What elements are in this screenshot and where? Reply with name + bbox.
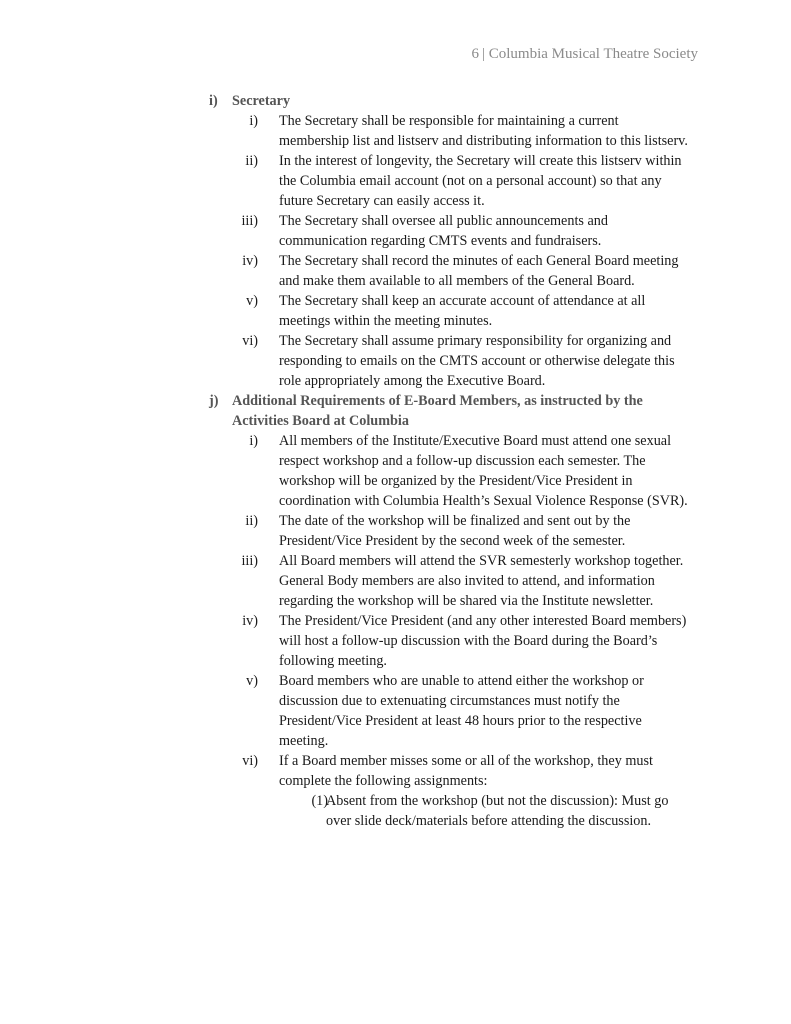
- page-header: [471, 46, 698, 63]
- section-marker: j): [209, 393, 219, 409]
- list-item: [242, 751, 692, 831]
- page-number: 6: [471, 46, 479, 62]
- item-text: The Secretary shall be responsible for maintaining a current membership list and listserv and distributing information to this listserv.: [279, 113, 688, 149]
- item-marker: v): [246, 293, 258, 309]
- list-item: [249, 111, 692, 151]
- item-text: All Board members will attend the SVR semesterly workshop together. General Body members are also invited to attend, and information regarding the workshop will be shared via the Institute newsletter.: [279, 553, 684, 609]
- section-marker: i): [209, 93, 218, 109]
- sub-list-item: [311, 791, 694, 831]
- header-separator: |: [481, 46, 485, 62]
- item-text: The Secretary shall oversee all public announcements and communication regarding CMTS events and fundraisers.: [279, 213, 608, 249]
- list-item: [241, 211, 692, 251]
- list-item: [246, 291, 692, 331]
- item-marker: iv): [242, 613, 258, 629]
- item-marker: ii): [245, 513, 258, 529]
- section-title: Additional Requirements of E-Board Members, as instructed by the Activities Board at Columbia: [232, 393, 643, 429]
- document-body: [0, 91, 791, 831]
- item-text: The Secretary shall keep an accurate account of attendance at all meetings within the meeting minutes.: [279, 293, 646, 329]
- item-text: Board members who are unable to attend either the workshop or discussion due to extenuating circumstances must notify the President/Vice President at least 48 hours prior to the respective meeting.: [279, 673, 644, 749]
- item-marker: iii): [241, 213, 258, 229]
- item-marker: v): [246, 673, 258, 689]
- item-marker: iv): [242, 253, 258, 269]
- sub-item-text: Absent from the workshop (but not the discussion): Must go over slide deck/materials before attending the discussion.: [326, 793, 669, 829]
- item-marker: vi): [242, 753, 258, 769]
- item-marker: iii): [241, 553, 258, 569]
- section-title: Secretary: [232, 93, 291, 109]
- list-item: [241, 551, 692, 611]
- section-secretary: [0, 91, 702, 391]
- item-text: The Secretary shall record the minutes of each General Board meeting and make them available to all members of the General Board.: [279, 253, 679, 289]
- list-item: [246, 671, 692, 751]
- item-text: In the interest of longevity, the Secretary will create this listserv within the Columbia email account (not on a personal account) so that any future Secretary can easily access it.: [279, 153, 682, 209]
- item-text: All members of the Institute/Executive Board must attend one sexual respect workshop and a follow-up discussion each semester. The workshop will be organized by the President/Vice President in coordination with Columbia Health’s Sexual Violence Response (SVR).: [279, 433, 688, 509]
- item-text: If a Board member misses some or all of the workshop, they must complete the following assignments:: [279, 753, 653, 789]
- item-marker: i): [249, 433, 258, 449]
- list-item: [242, 251, 692, 291]
- list-item: [245, 151, 692, 211]
- list-item: [242, 331, 692, 391]
- document-title: Columbia Musical Theatre Society: [488, 46, 698, 62]
- list-item: [249, 431, 692, 511]
- item-text: The date of the workshop will be finalized and sent out by the President/Vice President by the second week of the semester.: [279, 513, 631, 549]
- item-marker: ii): [245, 153, 258, 169]
- item-marker: i): [249, 113, 258, 129]
- sub-item-marker: (1): [311, 793, 328, 809]
- section-eboard-requirements: [0, 391, 702, 831]
- item-text: The Secretary shall assume primary responsibility for organizing and responding to emails on the CMTS account or otherwise delegate this role appropriately among the Executive Board.: [279, 333, 675, 389]
- list-item: [242, 611, 692, 671]
- item-marker: vi): [242, 333, 258, 349]
- item-text: The President/Vice President (and any other interested Board members) will host a follow-up discussion with the Board during the Board’s following meeting.: [279, 613, 687, 669]
- list-item: [245, 511, 692, 551]
